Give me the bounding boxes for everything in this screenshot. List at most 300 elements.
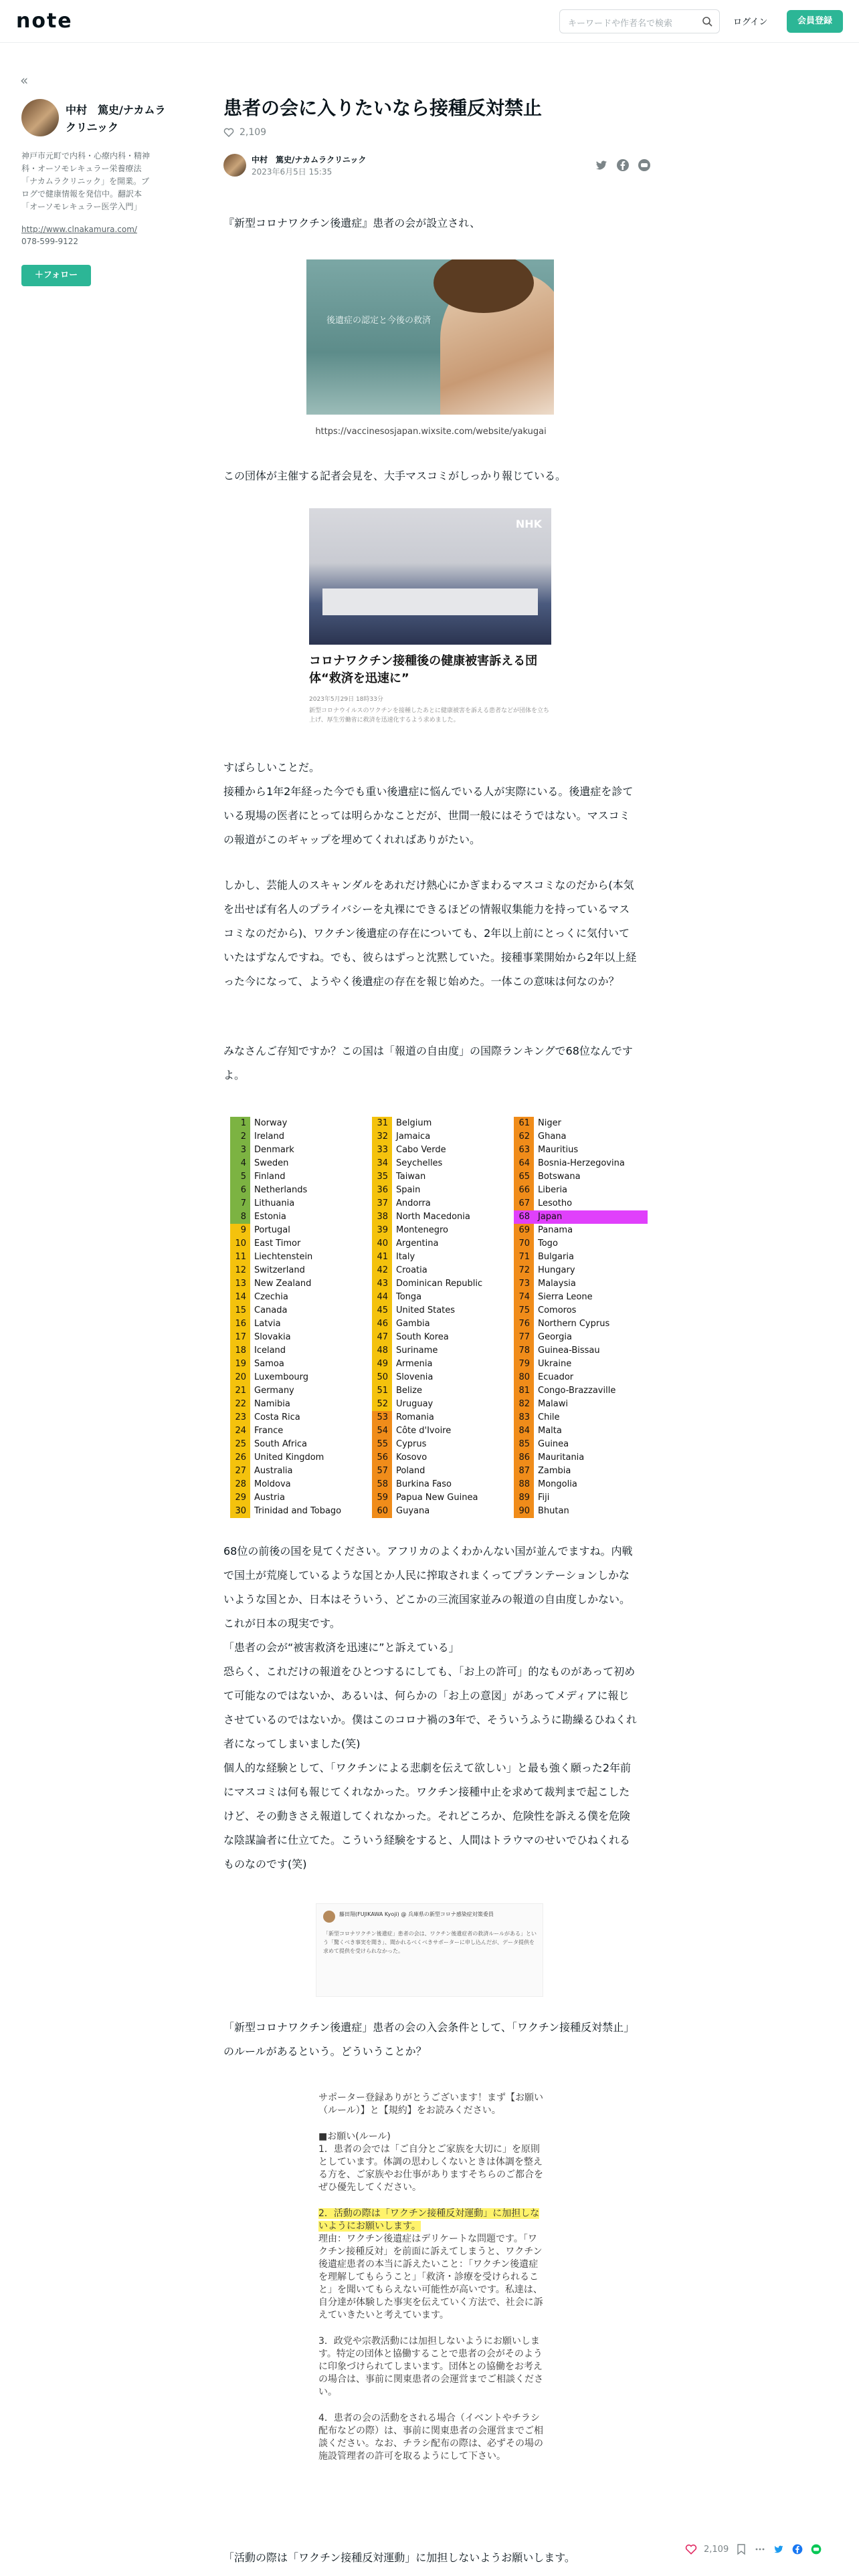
ranking-number: 18 [230, 1344, 250, 1358]
ranking-country: Bhutan [538, 1506, 569, 1516]
note-logo[interactable]: note [16, 9, 73, 33]
ranking-country: Papua New Guinea [396, 1493, 478, 1503]
paragraph: 68位の前後の国を見てください。アフリカのよくわかんない国が並んでますね。内戦で国土が荒廃しているような国とか人民に搾取されまくってプランテーションしかないような国とか、日本はそういう、どこかの三流国家並みの報道の自由度しかない。これが日本の現実です。 [223, 1545, 633, 1630]
ranking-row [514, 1224, 648, 1237]
ranking-row [230, 1478, 364, 1491]
ranking-country: Seychelles [396, 1158, 443, 1168]
ranking-country: Taiwan [396, 1172, 426, 1182]
ranking-number: 71 [514, 1251, 534, 1264]
ranking-number: 40 [372, 1237, 392, 1251]
ranking-country: Italy [396, 1252, 415, 1262]
avatar[interactable] [21, 99, 59, 136]
ranking-row [230, 1170, 364, 1184]
news-screenshot-image [309, 508, 551, 726]
creator-website-link[interactable]: http://www.clnakamura.com/ [21, 225, 137, 234]
ranking-number: 16 [230, 1317, 250, 1331]
ranking-country: Guyana [396, 1506, 430, 1516]
ranking-country: Croatia [396, 1265, 427, 1275]
news-brand: NHK [515, 518, 542, 530]
ranking-row [230, 1277, 364, 1291]
publish-date: 2023年6月5日 15:35 [252, 167, 332, 177]
ranking-country: Denmark [254, 1145, 294, 1155]
rule-2: 理由：ワクチン後遺症はデリケートな問題です。「ワクチン接種反対」を前面に訴えてしまうと、ワクチン後遺症患者の本当に訴えたいこと：「ワクチン後遺症を理解してもらうこと」「救済・診療を受けられること」を聞いてもらえない可能性が高いです。私達は、自分達が体験した事実を伝えていく方法で、社会に訴えていきたいと考えています。 [318, 2234, 543, 2321]
ranking-country: Gambia [396, 1319, 430, 1329]
ranking-number: 69 [514, 1224, 534, 1237]
ranking-country: Finland [254, 1172, 286, 1182]
collapse-sidebar-icon[interactable]: « [20, 72, 29, 88]
ranking-row [230, 1291, 364, 1304]
ranking-country: United Kingdom [254, 1453, 324, 1463]
paragraph: みなさんご存知ですか？この国は「報道の自由度」の国際ランキングで68位なんですよ。 [223, 1045, 633, 1081]
ranking-number: 19 [230, 1358, 250, 1371]
ranking-row [372, 1438, 506, 1451]
ranking-number: 41 [372, 1251, 392, 1264]
ranking-row [514, 1451, 648, 1465]
ranking-row [230, 1491, 364, 1505]
ranking-number: 9 [230, 1224, 250, 1237]
ranking-number: 13 [230, 1277, 250, 1291]
paragraph: 恐らく、これだけの報道をひとつするにしても、「お上の許可」的なものがあって初めて可能なのではないか、あるいは、何らかの「お上の意図」があってメディアに報じさせているのではないか。僕はこのコロナ禍の3年で、そういうふうに勘繰るひねくれ者になってしまいました(笑) [223, 1665, 637, 1750]
tweet-author: 藤田翔(FUJIKAWA Kyoji) @ 兵庫県の新型コロナ感染症対策委員 [339, 1911, 494, 1917]
ranking-country: North Macedonia [396, 1212, 470, 1222]
ranking-row [372, 1331, 506, 1344]
top-bar [0, 0, 859, 43]
ranking-row [230, 1424, 364, 1438]
ranking-number: 28 [230, 1478, 250, 1491]
ranking-number: 51 [372, 1384, 392, 1398]
ranking-country: Kosovo [396, 1453, 427, 1463]
ranking-number: 5 [230, 1170, 250, 1184]
ranking-number: 72 [514, 1264, 534, 1277]
ranking-number: 63 [514, 1144, 534, 1157]
ranking-country: Portugal [254, 1225, 290, 1235]
website-screenshot-image [306, 259, 554, 415]
ranking-row [372, 1224, 506, 1237]
ranking-row [514, 1130, 648, 1144]
tweet-screenshot-image [316, 1903, 543, 1997]
twitter-icon[interactable] [773, 2543, 785, 2555]
ranking-number: 35 [372, 1170, 392, 1184]
ranking-country: Togo [538, 1239, 558, 1249]
ranking-row [514, 1424, 648, 1438]
search-placeholder: キーワードや作者名で検索 [568, 19, 673, 29]
ranking-country: Norway [254, 1118, 288, 1128]
ranking-country: Lithuania [254, 1198, 295, 1208]
ranking-row [230, 1371, 364, 1384]
ranking-number: 31 [372, 1117, 392, 1130]
ranking-number: 82 [514, 1398, 534, 1411]
ranking-country: Czechia [254, 1292, 288, 1302]
ranking-number: 65 [514, 1170, 534, 1184]
ranking-row [514, 1384, 648, 1398]
creator-bio: 神戸市元町で内科・心療内科・精神科・オーソモレキュラー栄養療法「ナカムラクリニック」を開業。ブログで健康情報を発信中。翻訳本「オーソモレキュラー医学入門」 [21, 151, 151, 211]
press-freedom-ranking-table [230, 1117, 641, 1518]
ranking-number: 21 [230, 1384, 250, 1398]
ranking-country: Latvia [254, 1319, 281, 1329]
ranking-country: Canada [254, 1305, 288, 1315]
ranking-column-3 [514, 1117, 648, 1518]
ranking-country: Liberia [538, 1185, 568, 1195]
ranking-country: Uruguay [396, 1399, 434, 1409]
ranking-row [372, 1451, 506, 1465]
ranking-number: 49 [372, 1358, 392, 1371]
ranking-country: Mauritius [538, 1145, 579, 1155]
ranking-row [372, 1398, 506, 1411]
ranking-row [230, 1344, 364, 1358]
ranking-country: Sweden [254, 1158, 289, 1168]
paragraph: 個人的な経験として、「ワクチンによる悲劇を伝えて欲しい」と最も強く願った2年前にマスコミは何も報じてくれなかった。ワクチン接種中止を求めて裁判まで起こしたけど、その動きさえ報道してくれなかった。それどころか、危険性を訴える僕を危険な陰謀論者に仕立てた。こういう経験をすると、人間はトラウマのせいでひねくれるものなのです(笑) [223, 1761, 632, 1870]
ranking-number: 55 [372, 1438, 392, 1451]
ranking-country: Andorra [396, 1198, 431, 1208]
ranking-number: 22 [230, 1398, 250, 1411]
ranking-country: Chile [538, 1412, 560, 1422]
ranking-country: Iceland [254, 1346, 286, 1356]
ranking-number: 74 [514, 1291, 534, 1304]
ranking-number: 90 [514, 1505, 534, 1518]
like-count[interactable] [223, 127, 266, 138]
ranking-row [514, 1398, 648, 1411]
ranking-number: 6 [230, 1184, 250, 1197]
ranking-number: 2 [230, 1130, 250, 1144]
ranking-row [230, 1197, 364, 1210]
ranking-number: 89 [514, 1491, 534, 1505]
ranking-row [372, 1491, 506, 1505]
ranking-row [514, 1505, 648, 1518]
ranking-country: Comoros [538, 1305, 577, 1315]
ranking-row [372, 1157, 506, 1170]
ranking-number: 44 [372, 1291, 392, 1304]
ranking-row [372, 1277, 506, 1291]
ranking-row [372, 1411, 506, 1424]
bookmark-icon[interactable] [735, 2543, 747, 2555]
article-title: 患者の会に入りたいなら接種反対禁止 [223, 97, 543, 119]
ranking-number: 54 [372, 1424, 392, 1438]
news-date: 2023年5月29日 18時33分 [309, 696, 383, 703]
ranking-number: 60 [372, 1505, 392, 1518]
ranking-number: 85 [514, 1438, 534, 1451]
ranking-row [514, 1184, 648, 1197]
ranking-row [230, 1465, 364, 1478]
floating-action-bar [685, 2535, 859, 2564]
ranking-country: Niger [538, 1118, 561, 1128]
ranking-row [372, 1384, 506, 1398]
ranking-row [514, 1210, 648, 1224]
ranking-country: Montenegro [396, 1225, 449, 1235]
ranking-country: Guinea [538, 1439, 569, 1449]
paragraph: しかし、芸能人のスキャンダルをあれだけ熱心にかぎまわるマスコミなのだから(本気を出せば有名人のプライバシーを丸裸にできるほどの情報収集能力を持っているマスコミなのだから)、ワクチン後遺症の存在についても、2年以上前にとっくに気付いていたはずなんですね。でも、彼らはずっと沈黙していた。接種事業開始から2年以上経った今になって、ようやく後遺症の存在を報じ始めた。一体この意味は何なのか？ [223, 879, 637, 988]
line-icon[interactable] [637, 158, 652, 173]
ranking-row [514, 1291, 648, 1304]
ranking-number: 61 [514, 1117, 534, 1130]
ranking-number: 3 [230, 1144, 250, 1157]
ranking-row [230, 1117, 364, 1130]
rules-intro: サポーター登録ありがとうございます！まず【お願い（ルール）】と【規約】をお読みください。 [318, 2092, 543, 2116]
ranking-country: Mongolia [538, 1479, 577, 1489]
website-screenshot-text: 後遺症の認定と今後の救済 [326, 316, 432, 326]
ranking-country: Moldova [254, 1479, 291, 1489]
ranking-country: Ireland [254, 1132, 284, 1142]
ranking-number: 26 [230, 1451, 250, 1465]
news-description: 新型コロナウイルスのワクチンを接種したあとに健康被害を訴える患者などが団体を立ち上げ、厚生労働省に救済を迅速化するよう求めました。 [309, 708, 550, 724]
ranking-row [230, 1144, 364, 1157]
ranking-country: Luxembourg [254, 1372, 309, 1382]
ranking-country: South Korea [396, 1332, 449, 1342]
ranking-row [372, 1371, 506, 1384]
ranking-number: 1 [230, 1117, 250, 1130]
ranking-row [514, 1197, 648, 1210]
like-count-value: 2,109 [240, 127, 267, 138]
facebook-icon[interactable] [791, 2543, 803, 2555]
ranking-country: Costa Rica [254, 1412, 300, 1422]
ranking-row [514, 1438, 648, 1451]
ranking-number: 58 [372, 1478, 392, 1491]
ranking-country: Liechtenstein [254, 1252, 313, 1262]
ranking-country: Armenia [396, 1359, 433, 1369]
ranking-row [514, 1264, 648, 1277]
ranking-number: 23 [230, 1411, 250, 1424]
ranking-number: 66 [514, 1184, 534, 1197]
ranking-country: Romania [396, 1412, 434, 1422]
ranking-country: Belgium [396, 1118, 432, 1128]
ranking-row [514, 1317, 648, 1331]
ranking-country: Malta [538, 1426, 562, 1436]
ranking-country: Cyprus [396, 1439, 427, 1449]
line-icon[interactable] [810, 2543, 822, 2555]
ranking-number: 79 [514, 1358, 534, 1371]
ranking-row [230, 1157, 364, 1170]
ranking-row [372, 1170, 506, 1184]
ranking-country: Malawi [538, 1399, 569, 1409]
ranking-country: Botswana [538, 1172, 581, 1182]
ranking-number: 32 [372, 1130, 392, 1144]
ranking-row [514, 1465, 648, 1478]
ranking-country: Guinea-Bissau [538, 1346, 600, 1356]
heart-icon[interactable] [223, 127, 234, 138]
ranking-country: Dominican Republic [396, 1279, 483, 1289]
paragraph: 『新型コロナワクチン後遺症』患者の会が設立され、 [223, 217, 481, 229]
paragraph: すばらしいことだ。 [223, 761, 320, 774]
ranking-number: 70 [514, 1237, 534, 1251]
ranking-column-2 [372, 1117, 506, 1518]
author-avatar[interactable] [223, 154, 246, 177]
ranking-row [230, 1505, 364, 1518]
ranking-number: 12 [230, 1264, 250, 1277]
rules-screenshot-image [318, 2092, 543, 2517]
ranking-number: 62 [514, 1130, 534, 1144]
ranking-row [372, 1291, 506, 1304]
paragraph: この団体が主催する記者会見を、大手マスコミがしっかり報じている。 [223, 469, 567, 482]
rules-heading: ■お願い(ルール) [318, 2131, 391, 2142]
ranking-number: 73 [514, 1277, 534, 1291]
ranking-row [372, 1304, 506, 1317]
ranking-number: 64 [514, 1157, 534, 1170]
ranking-row [372, 1130, 506, 1144]
ranking-number: 37 [372, 1197, 392, 1210]
facebook-icon[interactable] [615, 158, 630, 173]
ranking-row [230, 1384, 364, 1398]
ranking-country: Australia [254, 1466, 293, 1476]
ranking-country: Lesotho [538, 1198, 573, 1208]
ranking-number: 4 [230, 1157, 250, 1170]
ranking-row [514, 1157, 648, 1170]
ranking-number: 38 [372, 1210, 392, 1224]
paragraph: 「患者の会が“被害救済を迅速に”と訴えている」 [223, 1641, 460, 1654]
ranking-number: 8 [230, 1210, 250, 1224]
ranking-country: Côte d'Ivoire [396, 1426, 452, 1436]
ranking-number: 53 [372, 1411, 392, 1424]
ranking-row [230, 1411, 364, 1424]
follow-button[interactable]: ＋フォロー [21, 265, 91, 286]
ranking-country: Poland [396, 1466, 425, 1476]
ranking-country: Argentina [396, 1239, 439, 1249]
paragraph: 「新型コロナワクチン後遺症」患者の会の入会条件として、「ワクチン接種反対禁止」のルールがあるという。どういうことか？ [223, 2021, 635, 2058]
ranking-number: 50 [372, 1371, 392, 1384]
ranking-country: Georgia [538, 1332, 572, 1342]
ranking-row [372, 1210, 506, 1224]
ranking-row [372, 1465, 506, 1478]
rule-1: 1．患者の会では「ご自分とご家族を大切に」を原則としています。体調の思わしくないときは体調を整える方を、ご家族やお仕事がありますそちらのご都合をぜひ優先してください。 [318, 2144, 543, 2193]
ranking-number: 56 [372, 1451, 392, 1465]
ranking-row [230, 1358, 364, 1371]
ranking-number: 7 [230, 1197, 250, 1210]
signup-button[interactable]: 会員登録 [787, 10, 843, 33]
ranking-country: Burkina Faso [396, 1479, 452, 1489]
ranking-number: 68 [514, 1210, 534, 1224]
ranking-number: 45 [372, 1304, 392, 1317]
ranking-country: Samoa [254, 1359, 284, 1369]
tweet-text: 「新型コロナワクチン後遺症」患者の会は、ワクチン後遺症者の救済ルールがある」という「驚くべき事実を聞き」、聞かれるべくべきサポーターに申し込んだが、データ提供を求めて提供を受けられなかった。 [323, 1931, 537, 1954]
ranking-country: New Zealand [254, 1279, 312, 1289]
ranking-number: 43 [372, 1277, 392, 1291]
ranking-row [372, 1184, 506, 1197]
ranking-number: 30 [230, 1505, 250, 1518]
author-name[interactable]: 中村 篤史/ナカムラクリニック [252, 155, 367, 165]
ranking-row [372, 1197, 506, 1210]
ranking-country: Fiji [538, 1493, 550, 1503]
ranking-number: 48 [372, 1344, 392, 1358]
news-headline: コロナワクチン接種後の健康被害訴える団体“救済を迅速に” [309, 654, 538, 685]
ranking-row [230, 1304, 364, 1317]
ranking-number: 47 [372, 1331, 392, 1344]
ranking-number: 84 [514, 1424, 534, 1438]
ranking-row [372, 1344, 506, 1358]
ranking-number: 83 [514, 1411, 534, 1424]
ranking-number: 42 [372, 1264, 392, 1277]
ranking-number: 52 [372, 1398, 392, 1411]
ranking-number: 75 [514, 1304, 534, 1317]
ranking-number: 11 [230, 1251, 250, 1264]
ranking-row [514, 1277, 648, 1291]
ranking-country: Malaysia [538, 1279, 576, 1289]
ranking-number: 76 [514, 1317, 534, 1331]
ranking-country: Austria [254, 1493, 285, 1503]
search-input[interactable] [559, 9, 720, 33]
ranking-country: Slovakia [254, 1332, 291, 1342]
ranking-number: 20 [230, 1371, 250, 1384]
ranking-number: 10 [230, 1237, 250, 1251]
ranking-row [514, 1251, 648, 1264]
ranking-row [230, 1331, 364, 1344]
ranking-country: Estonia [254, 1212, 286, 1222]
ranking-country: Northern Cyprus [538, 1319, 610, 1329]
ranking-country: Trinidad and Tobago [254, 1506, 342, 1516]
creator-name[interactable]: 中村 篤史/ナカムラクリニック [66, 104, 166, 134]
ranking-country: Netherlands [254, 1185, 308, 1195]
search-icon[interactable] [702, 16, 712, 27]
ranking-number: 17 [230, 1331, 250, 1344]
ranking-country: Ecuador [538, 1372, 574, 1382]
ranking-row [514, 1344, 648, 1358]
login-link[interactable]: ログイン [733, 17, 768, 27]
ranking-row [230, 1224, 364, 1237]
ranking-row [514, 1144, 648, 1157]
ranking-row [230, 1317, 364, 1331]
ranking-country: East Timor [254, 1239, 301, 1249]
image-caption: https://vaccinesosjapan.wixsite.com/website/yakugai [315, 427, 547, 437]
ranking-country: France [254, 1426, 284, 1436]
ranking-row [514, 1411, 648, 1424]
ranking-country: Ghana [538, 1132, 567, 1142]
ranking-row [372, 1478, 506, 1491]
ranking-row [230, 1438, 364, 1451]
ranking-number: 86 [514, 1451, 534, 1465]
ranking-row [230, 1451, 364, 1465]
ranking-row [230, 1210, 364, 1224]
ranking-country: Jamaica [396, 1132, 431, 1142]
rule-3: 3．政党や宗教活動には加担しないようにお願いします。特定の団体と協働することで患者の会がそのように印象づけられてしまいます。団体との協働をお考えの場合は、事前に関東患者の会運営までご相談ください。 [318, 2336, 543, 2397]
paragraph: 「活動の際は「ワクチン接種反対運動」に加担しないようお願いします。 [223, 2551, 575, 2564]
ranking-row [514, 1358, 648, 1371]
ranking-number: 81 [514, 1384, 534, 1398]
ranking-country: Bosnia-Herzegovina [538, 1158, 625, 1168]
ranking-country: Bulgaria [538, 1252, 574, 1262]
ranking-row [372, 1237, 506, 1251]
twitter-icon[interactable] [594, 158, 609, 173]
ranking-row [372, 1505, 506, 1518]
ranking-country: Hungary [538, 1265, 575, 1275]
ranking-number: 15 [230, 1304, 250, 1317]
ranking-number: 57 [372, 1465, 392, 1478]
more-icon[interactable] [754, 2543, 766, 2555]
heart-icon[interactable] [685, 2543, 697, 2555]
ranking-number: 87 [514, 1465, 534, 1478]
ranking-row [372, 1358, 506, 1371]
ranking-country: United States [396, 1305, 456, 1315]
creator-tel: 078-599-9122 [21, 237, 79, 246]
ranking-row [230, 1184, 364, 1197]
ranking-number: 29 [230, 1491, 250, 1505]
ranking-row [372, 1117, 506, 1130]
ranking-number: 39 [372, 1224, 392, 1237]
ranking-row [514, 1170, 648, 1184]
ranking-number: 33 [372, 1144, 392, 1157]
rule-2-highlight: 2．活動の際は「ワクチン接種反対運動」に加担しないようにお願いします。 [318, 2208, 540, 2232]
ranking-number: 46 [372, 1317, 392, 1331]
ranking-country: Germany [254, 1386, 294, 1396]
floating-like-count: 2,109 [704, 2544, 729, 2555]
ranking-country: Sierra Leone [538, 1292, 593, 1302]
ranking-country: Cabo Verde [396, 1145, 446, 1155]
paragraph: 接種から1年2年経った今でも重い後遺症に悩んでいる人が実際にいる。後遺症を診ている現場の医者にとっては明らかなことだが、世間一般にはそうではない。マスコミの報道がこのギャップを埋めてくれればありがたい。 [223, 785, 634, 846]
ranking-row [514, 1117, 648, 1130]
ranking-number: 36 [372, 1184, 392, 1197]
ranking-number: 80 [514, 1371, 534, 1384]
ranking-number: 67 [514, 1197, 534, 1210]
ranking-row [372, 1144, 506, 1157]
ranking-row [372, 1424, 506, 1438]
ranking-row [372, 1317, 506, 1331]
ranking-row [514, 1371, 648, 1384]
